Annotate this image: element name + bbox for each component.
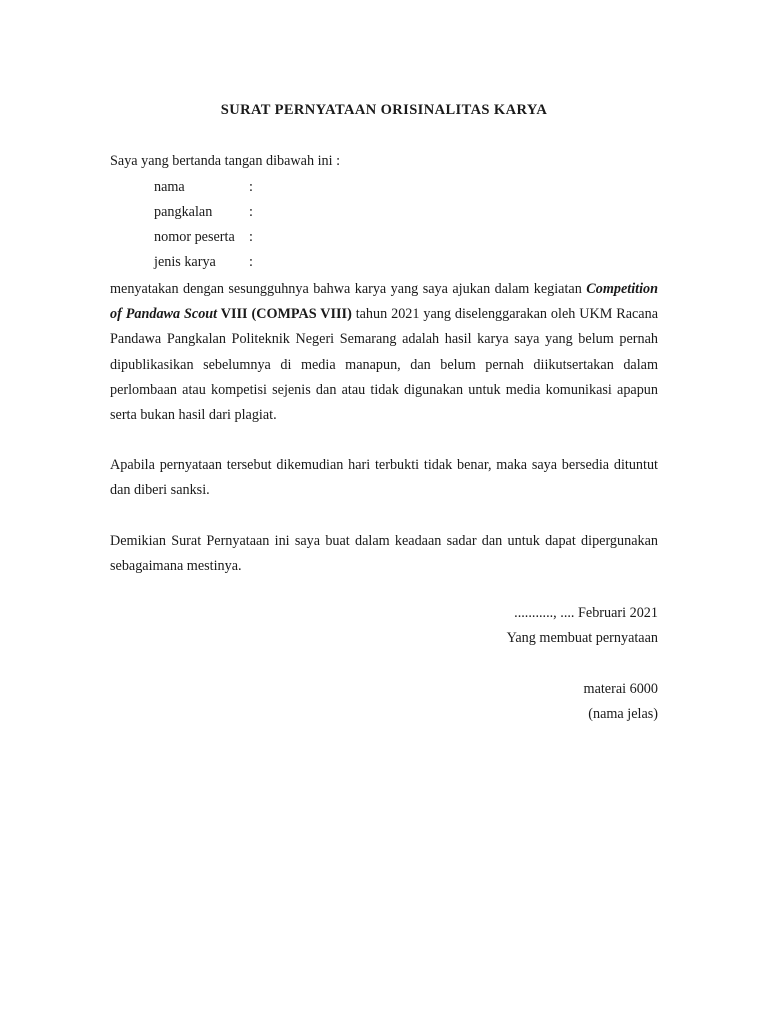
field-label: nama xyxy=(154,179,185,195)
field-jenis-karya xyxy=(154,254,253,274)
statement-lead: menyatakan dengan sesungguhnya bahwa karya yang saya ajukan dalam kegiatan xyxy=(110,281,587,297)
intro-text: Saya yang bertanda tangan dibawah ini : xyxy=(110,153,341,169)
statement-rest: tahun 2021 yang diselenggarakan oleh UKM Racana Pandawa Pangkalan Politeknik Negeri Semarang adalah hasil karya saya yang belum pernah dipublikasikan sebelumnya di media manapun, dan belum pernah diikutsertakan dalam perlombaan atau kompetisi sejenis dan atau tidak digunakan untuk media komunikasi apapun serta bukan hasil dari plagiat. xyxy=(110,306,658,424)
event-name-italic: Competition of Pandawa Scout xyxy=(110,281,658,323)
stamp-label: materai 6000 xyxy=(583,681,658,697)
field-colon: : xyxy=(249,179,253,195)
document-title: SURAT PERNYATAAN ORISINALITAS KARYA xyxy=(220,102,548,118)
field-label: pangkalan xyxy=(154,204,213,220)
full-name-placeholder: (nama jelas) xyxy=(588,706,658,722)
sanction-paragraph: Apabila pernyataan tersebut dikemudian hari terbukti tidak benar, maka saya bersedia dituntut dan diberi sanksi. xyxy=(110,457,658,499)
field-colon: : xyxy=(249,229,253,245)
field-colon: : xyxy=(249,254,253,270)
field-label: jenis karya xyxy=(154,254,216,270)
field-pangkalan xyxy=(154,204,253,224)
event-name-bold: VIII (COMPAS VIII) xyxy=(217,306,352,323)
closing-paragraph: Demikian Surat Pernyataan ini saya buat dalam keadaan sadar dan untuk dapat dipergunakan sebagaimana mestinya. xyxy=(110,533,658,575)
statement-paragraph xyxy=(110,277,658,428)
signer-label: Yang membuat pernyataan xyxy=(506,630,658,646)
field-colon: : xyxy=(249,204,253,220)
field-nomor-peserta xyxy=(154,229,253,249)
field-nama xyxy=(154,179,253,199)
field-label: nomor peserta xyxy=(154,229,235,245)
place-date: ..........., .... Februari 2021 xyxy=(514,605,658,621)
